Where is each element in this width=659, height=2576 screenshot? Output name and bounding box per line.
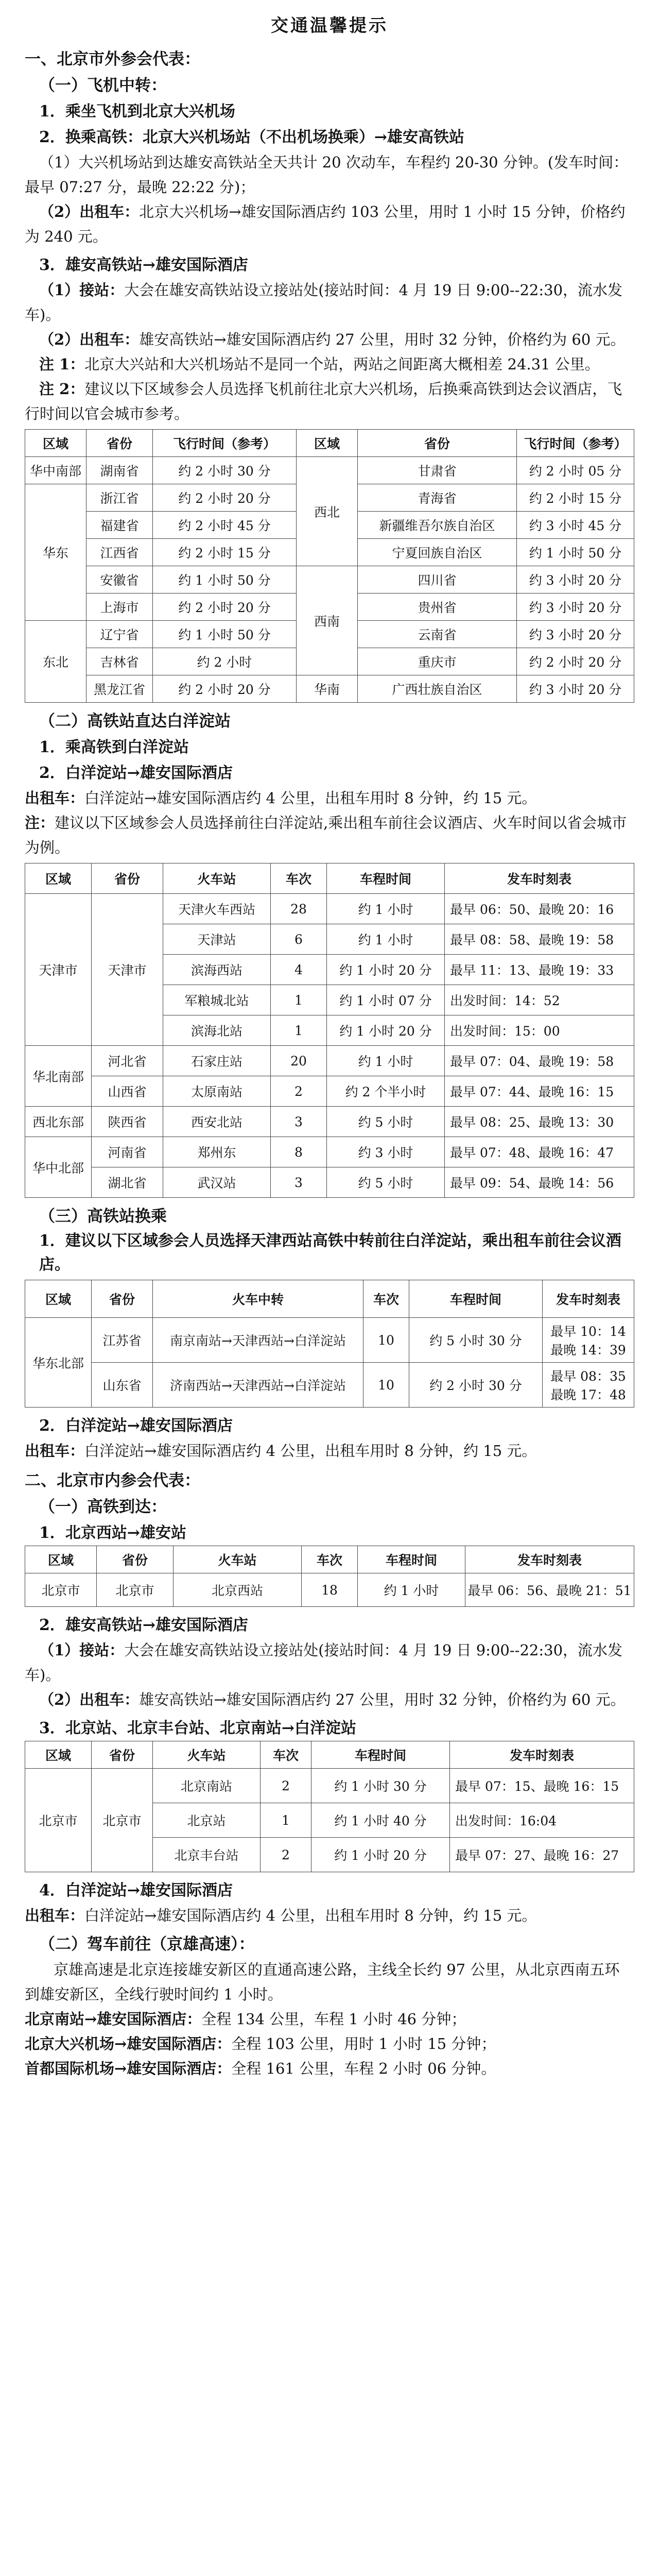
province-cell: 宁夏回族自治区 [358,539,517,566]
beijing-stations-table [25,1741,634,1872]
count-cell: 2 [271,1076,327,1107]
pickup-label: （1）接站： [39,1641,125,1659]
col-header: 车程时间 [311,1741,450,1769]
col-header: 省份 [97,1546,174,1573]
table-header-row [25,1741,634,1769]
region-cell: 华中北部 [25,1137,92,1198]
col-header: 区域 [25,1280,92,1318]
col-header: 省份 [86,430,153,457]
col-header: 发车时刻表 [465,1546,634,1573]
taxi-label: （2）出租车： [39,1691,140,1708]
note-label: 注： [25,814,55,832]
col-header: 区域 [25,1546,97,1573]
col-header: 火车中转 [153,1280,363,1318]
note1 [25,352,634,377]
sub2-item1: 1．乘高铁到白洋淀站 [39,738,189,756]
count-cell: 8 [271,1137,327,1167]
sub3-heading: （三）高铁站换乘 [39,1207,167,1226]
schedule-earliest: 最早 10：14 [550,1324,626,1339]
schedule-cell: 最早 07：15、最晚 16：15 [450,1769,634,1803]
province-cell: 河北省 [92,1046,163,1076]
table-row [25,1076,634,1107]
province-cell: 山东省 [92,1363,153,1408]
col-header: 省份 [92,1741,153,1769]
station-cell: 北京西站 [174,1573,302,1607]
station-cell: 天津站 [163,924,271,955]
time-cell: 约 1 小时 50 分 [517,539,634,566]
table-header-row [25,863,634,894]
time-cell: 约 2 小时 05 分 [517,457,634,484]
p4-text: 雄安高铁站→雄安国际酒店约 27 公里，用时 32 分钟，价格约为 60 元。 [139,331,626,348]
sub1-p1 [25,150,634,199]
time-cell: 约 2 小时 20 分 [153,484,297,512]
col-header: 区域 [297,430,358,457]
province-cell: 云南省 [358,621,517,648]
province-cell: 贵州省 [358,594,517,621]
sub2-note [25,810,634,860]
page-title: 交通温馨提示 [271,15,388,36]
province-cell: 湖北省 [92,1167,163,1198]
sub1-item2: 2．换乘高铁：北京大兴机场站（不出机场换乘）→雄安高铁站 [39,128,465,146]
note-text: 建议以下区域参会人员选择前往白洋淀站,乘出租车前往会议酒店、火车时间以省会城市为例。 [25,814,627,856]
table-row [25,1107,634,1137]
time-cell: 约 2 小时 15 分 [153,539,297,566]
province-cell: 安徽省 [86,566,153,594]
col-header: 车次 [363,1280,409,1318]
schedule-cell [543,1363,634,1408]
table-header-row [25,1280,634,1318]
count-cell: 3 [271,1167,327,1198]
col-header: 省份 [358,430,517,457]
schedule-cell: 最早 07：48、最晚 16：47 [445,1137,634,1167]
province-cell: 甘肃省 [358,457,517,484]
province-cell: 青海省 [358,484,517,512]
province-cell: 江苏省 [92,1318,153,1363]
col-header: 车次 [261,1741,311,1769]
time-cell: 约 1 小时 [327,894,445,924]
beijing-west-table [25,1546,634,1607]
time-cell: 约 1 小时 50 分 [153,566,297,594]
time-cell: 约 1 小时 07 分 [327,985,445,1015]
sub2-item2: 2．白洋淀站→雄安国际酒店 [39,764,233,782]
time-cell: 约 5 小时 30 分 [409,1318,543,1363]
province-cell: 江西省 [86,539,153,566]
region-cell: 西南 [297,566,358,675]
sub1-p4 [25,327,634,352]
col-header: 车程时间 [327,863,445,894]
time-cell: 约 2 小时 20 分 [153,594,297,621]
flight-table [25,429,634,703]
col-header: 火车站 [174,1546,302,1573]
region-cell: 华中南部 [25,457,86,484]
route-label: 首都国际机场→雄安国际酒店： [25,2060,232,2077]
route-cell: 济南西站→天津西站→白洋淀站 [153,1363,363,1408]
time-cell: 约 3 小时 20 分 [517,675,634,703]
region-cell: 北京市 [25,1769,92,1872]
station-cell: 郑州东 [163,1137,271,1167]
route-cell: 南京南站→天津西站→白洋淀站 [153,1318,363,1363]
count-cell: 2 [261,1838,311,1872]
col-header: 区域 [25,430,86,457]
table-row [25,1137,634,1167]
province-cell: 新疆维吾尔族自治区 [358,512,517,539]
col-header: 省份 [92,1280,153,1318]
schedule-cell: 最早 07：44、最晚 16：15 [445,1076,634,1107]
province-cell: 天津市 [92,894,163,1046]
route-text: 全程 103 公里，用时 1 小时 15 分钟； [231,2035,496,2053]
count-cell: 6 [271,924,327,955]
time-cell: 约 1 小时 40 分 [311,1803,450,1838]
train-table [25,863,634,1198]
table-row [25,457,634,484]
sec2-item4: 4．白洋淀站→雄安国际酒店 [39,1882,233,1900]
count-cell: 10 [363,1363,409,1408]
station-cell: 滨海西站 [163,955,271,985]
drive-intro: 京雄高速是北京连接雄安新区的直通高速公路，主线全长约 97 公里，从北京西南五环到雄安新区，全线行驶时间约 1 小时。 [25,1961,620,2003]
sec2-p1 [25,1638,634,1687]
time-cell: 约 3 小时 20 分 [517,594,634,621]
col-header: 车程时间 [409,1280,543,1318]
count-cell: 3 [271,1107,327,1137]
table-header-row [25,1546,634,1573]
sub1-p2 [25,199,634,249]
count-cell: 4 [271,955,327,985]
time-cell: 约 2 小时 15 分 [517,484,634,512]
sec2-item2: 2．雄安高铁站→雄安国际酒店 [39,1616,249,1634]
col-header: 火车站 [163,863,271,894]
schedule-earliest: 最早 08：35 [550,1369,626,1384]
time-cell: 约 3 小时 20 分 [517,566,634,594]
schedule-cell [543,1318,634,1363]
col-header: 火车站 [153,1741,261,1769]
transfer-table [25,1280,634,1408]
note2 [25,377,634,426]
province-cell: 湖南省 [86,457,153,484]
time-cell: 约 1 小时 [327,1046,445,1076]
p2-label: （2）出租车： [39,203,140,221]
schedule-cell: 最早 11：13、最晚 19：33 [445,955,634,985]
station-cell: 北京南站 [153,1769,261,1803]
sub1-p3 [25,278,634,327]
region-cell: 北京市 [25,1573,97,1607]
region-cell: 华北南部 [25,1046,92,1107]
col-header: 飞行时间（参考） [153,430,297,457]
schedule-latest: 最晚 14：39 [550,1343,626,1358]
station-cell: 军粮城北站 [163,985,271,1015]
time-cell: 约 1 小时 20 分 [311,1838,450,1872]
route-text: 全程 134 公里，车程 1 小时 46 分钟； [201,2010,466,2028]
col-header: 省份 [92,863,163,894]
sub1-item1: 1．乘坐飞机到北京大兴机场 [39,103,235,121]
province-cell: 福建省 [86,512,153,539]
drive-route-2 [25,2031,634,2056]
time-cell: 约 2 小时 [153,648,297,675]
taxi-text: 雄安高铁站→雄安国际酒店约 27 公里，用时 32 分钟，价格约为 60 元。 [139,1691,626,1708]
province-cell: 辽宁省 [86,621,153,648]
sub1-heading: （一）飞机中转： [39,76,167,95]
time-cell: 约 1 小时 30 分 [311,1769,450,1803]
region-cell: 西北东部 [25,1107,92,1137]
region-cell: 西北 [297,457,358,566]
table-header-row [25,430,634,457]
sub1-item3: 3．雄安高铁站→雄安国际酒店 [39,256,249,274]
col-header: 发车时刻表 [445,863,634,894]
time-cell: 约 1 小时 50 分 [153,621,297,648]
sec2-p3 [25,1903,634,1928]
region-cell: 天津市 [25,894,92,1046]
region-cell: 华南 [297,675,358,703]
section1-heading: 一、北京市外参会代表： [25,50,200,69]
time-cell: 约 1 小时 20 分 [327,955,445,985]
count-cell: 28 [271,894,327,924]
schedule-cell: 最早 08：25、最晚 13：30 [445,1107,634,1137]
station-cell: 武汉站 [163,1167,271,1198]
taxi-text: 白洋淀站→雄安国际酒店约 4 公里，出租车用时 8 分钟，约 15 元。 [84,1907,537,1924]
station-cell: 西安北站 [163,1107,271,1137]
schedule-cell: 最早 09：54、最晚 14：56 [445,1167,634,1198]
time-cell: 约 2 小时 30 分 [409,1363,543,1408]
schedule-cell: 最早 08：58、最晚 19：58 [445,924,634,955]
col-header: 飞行时间（参考） [517,430,634,457]
note1-label: 注 1： [39,355,85,373]
p2-text: 北京大兴机场→雄安国际酒店约 103 公里，用时 1 小时 15 分钟，价格约为 240 元。 [25,203,626,245]
time-cell: 约 1 小时 [327,924,445,955]
time-cell: 约 3 小时 [327,1137,445,1167]
station-cell: 北京丰台站 [153,1838,261,1872]
region-cell: 东北 [25,621,86,703]
count-cell: 20 [271,1046,327,1076]
schedule-cell: 出发时间：14：52 [445,985,634,1015]
station-cell: 石家庄站 [163,1046,271,1076]
col-header: 车次 [271,863,327,894]
col-header: 区域 [25,1741,92,1769]
p1-label: （1） [39,154,79,171]
schedule-cell: 最早 07：04、最晚 19：58 [445,1046,634,1076]
time-cell: 约 2 小时 30 分 [153,457,297,484]
province-cell: 浙江省 [86,484,153,512]
taxi-label: 出租车： [25,1907,85,1924]
section2-heading: 二、北京市内参会代表： [25,1471,200,1490]
route-text: 全程 161 公里，车程 2 小时 06 分钟。 [231,2060,496,2077]
province-cell: 广西壮族自治区 [358,675,517,703]
col-header: 车次 [302,1546,358,1573]
table-row [25,1363,634,1408]
province-cell: 黑龙江省 [86,675,153,703]
time-cell: 约 1 小时 [358,1573,465,1607]
col-header: 发车时刻表 [450,1741,634,1769]
table-row [25,1167,634,1198]
taxi-label: 出租车： [25,1442,85,1460]
province-cell: 河南省 [92,1137,163,1167]
drive-route-3 [25,2056,634,2081]
station-cell: 滨海北站 [163,1015,271,1046]
drive-route-1 [25,2007,634,2031]
col-header: 车程时间 [358,1546,465,1573]
region-cell: 华东北部 [25,1318,92,1408]
count-cell: 1 [271,985,327,1015]
station-cell: 天津火车西站 [163,894,271,924]
sec2-p2 [25,1687,634,1712]
count-cell: 18 [302,1573,358,1607]
pickup-text: 大会在雄安高铁站设立接站处(接站时间：4 月 19 日 9:00--22:30，流水发车)。 [25,1641,623,1684]
province-cell: 陕西省 [92,1107,163,1137]
province-cell: 重庆市 [358,648,517,675]
time-cell: 约 3 小时 45 分 [517,512,634,539]
time-cell: 约 2 个半小时 [327,1076,445,1107]
province-cell: 吉林省 [86,648,153,675]
count-cell: 1 [261,1803,311,1838]
taxi-text: 白洋淀站→雄安国际酒店约 4 公里，出租车用时 8 分钟，约 15 元。 [84,789,537,807]
station-cell: 北京站 [153,1803,261,1838]
p3-label: （1）接站： [39,281,125,299]
schedule-cell: 出发时间：15：00 [445,1015,634,1046]
sec2-item3: 3．北京站、北京丰台站、北京南站→白洋淀站 [39,1719,357,1737]
route-label: 北京南站→雄安国际酒店： [25,2010,202,2028]
schedule-cell: 最早 06：56、最晚 21：51 [465,1573,634,1607]
time-cell: 约 2 小时 20 分 [517,648,634,675]
station-cell: 太原南站 [163,1076,271,1107]
time-cell: 约 3 小时 20 分 [517,621,634,648]
schedule-cell: 最早 07：27、最晚 16：27 [450,1838,634,1872]
province-cell: 山西省 [92,1076,163,1107]
province-cell: 北京市 [97,1573,174,1607]
note2-text: 建议以下区域参会人员选择飞机前往北京大兴机场，后换乘高铁到达会议酒店，飞行时间以官会城市参考。 [25,380,622,422]
route-label: 北京大兴机场→雄安国际酒店： [25,2035,232,2053]
sub2-p1 [25,786,634,810]
table-row [25,1769,634,1803]
sub3-p1 [25,1438,634,1463]
sub3-item2: 2．白洋淀站→雄安国际酒店 [39,1417,233,1435]
time-cell: 约 2 小时 45 分 [153,512,297,539]
time-cell: 约 5 小时 [327,1167,445,1198]
table-row [25,1573,634,1607]
table-row [25,566,634,594]
table-row [25,675,634,703]
schedule-cell: 最早 06：50、最晚 20：16 [445,894,634,924]
region-cell: 华东 [25,484,86,621]
table-row [25,894,634,924]
count-cell: 10 [363,1318,409,1363]
sub3-item1: 1．建议以下区域参会人员选择天津西站高铁中转前往白洋淀站，乘出租车前往会议酒店。 [39,1232,621,1274]
table-row [25,1046,634,1076]
province-cell: 四川省 [358,566,517,594]
table-row [25,1318,634,1363]
col-header: 发车时刻表 [543,1280,634,1318]
p1-text: 大兴机场站到达雄安高铁站全天共计 20 次动车，车程约 20-30 分钟。(发车时间：最早 07:27 分，最晚 22:22 分)； [25,154,629,196]
schedule-latest: 最晚 17：48 [550,1387,626,1402]
schedule-cell: 出发时间：16:04 [450,1803,634,1838]
sec2-item1: 1．北京西站→雄安站 [39,1524,187,1542]
time-cell: 约 5 小时 [327,1107,445,1137]
province-cell: 北京市 [92,1769,153,1872]
p3-text: 大会在雄安高铁站设立接站处(接站时间：4 月 19 日 9:00--22:30，流水发车)。 [25,281,623,324]
province-cell: 上海市 [86,594,153,621]
note2-label: 注 2： [39,380,85,398]
p4-label: （2）出租车： [39,331,140,348]
taxi-label: 出租车： [25,789,85,807]
sec2-sub2-heading: （二）驾车前往（京雄高速）： [39,1935,255,1954]
sec2-sub1-heading: （一）高铁到达： [39,1498,167,1516]
count-cell: 1 [271,1015,327,1046]
count-cell: 2 [261,1769,311,1803]
taxi-text: 白洋淀站→雄安国际酒店约 4 公里，出租车用时 8 分钟，约 15 元。 [84,1442,537,1460]
time-cell: 约 1 小时 20 分 [327,1015,445,1046]
note1-text: 北京大兴站和大兴机场站不是同一个站，两站之间距离大概相差 24.31 公里。 [84,355,600,373]
col-header: 区域 [25,863,92,894]
sub2-heading: （二）高铁站直达白洋淀站 [39,712,231,731]
time-cell: 约 2 小时 20 分 [153,675,297,703]
